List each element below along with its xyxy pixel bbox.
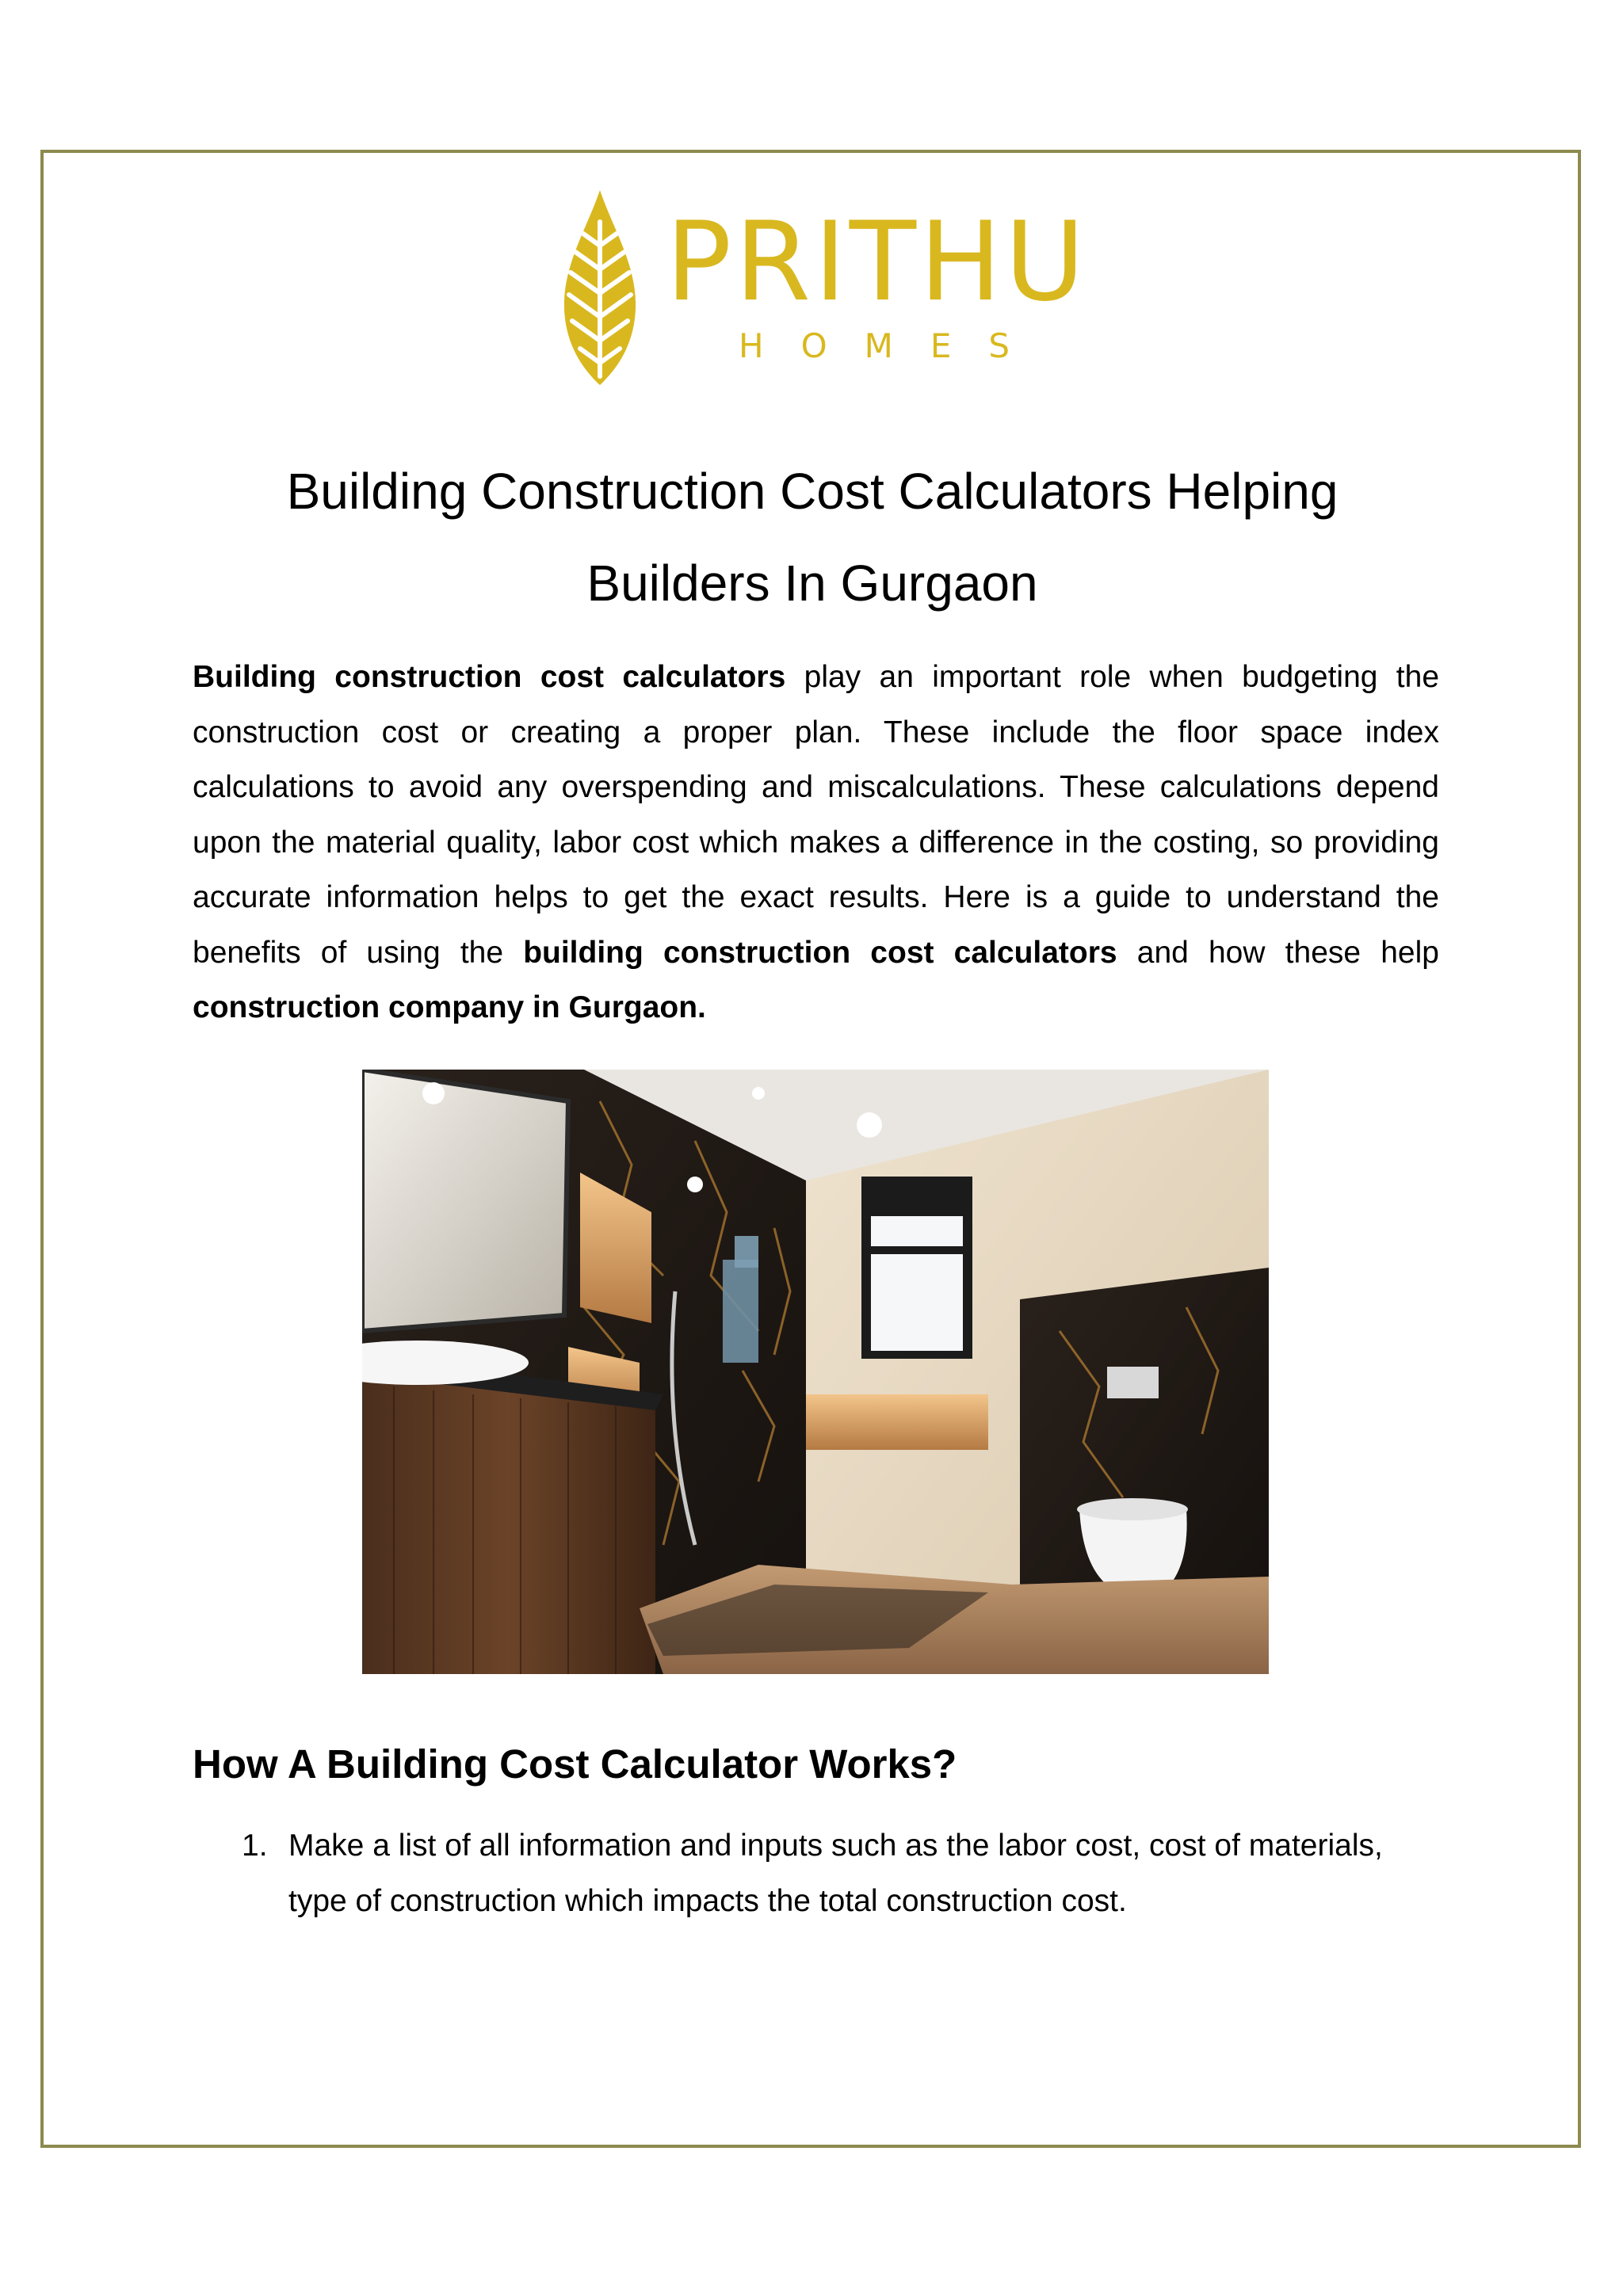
steps-list (193, 1818, 1439, 1928)
intro-bold-end: construction company in Gurgaon. (193, 990, 706, 1024)
title-line-2: Builders In Gurgaon (586, 555, 1038, 612)
bathroom-illustration (362, 1070, 1269, 1674)
page-title (182, 445, 1442, 629)
intro-bold-mid: building construction cost calculators (523, 935, 1117, 970)
list-item-text: Make a list of all information and inputs such as the labor cost, cost of materials, type of construction which impacts the total construction cost. (288, 1829, 1383, 1918)
intro-bold-lead: Building construction cost calculators (193, 660, 786, 694)
list-item-number: 1. (242, 1829, 268, 1863)
intro-text-1: play an important role when budgeting the construction cost or creating a proper plan. These include the floor space index calculations to avoid any overspending and miscalculations. These calculations depend upon the material quality, labor cost which makes a difference in the costing, so providing accurate information helps to get the exact results. Here is a guide to understand the benefits of using the (193, 660, 1440, 970)
logo-tagline: HOMES (739, 326, 1048, 365)
bathroom-interior-photo (362, 1070, 1269, 1674)
title-line-1: Building Construction Cost Calculators Helping (286, 463, 1338, 520)
leaf-logo-icon (563, 190, 637, 385)
intro-paragraph (193, 650, 1439, 1035)
section-heading: How A Building Cost Calculator Works? (193, 1741, 957, 1787)
list-item (193, 1818, 1439, 1928)
intro-text-2: and how these help (1117, 935, 1439, 970)
prithu-homes-logo (563, 190, 1088, 388)
logo-wordmark: PRITHU (666, 198, 1088, 326)
